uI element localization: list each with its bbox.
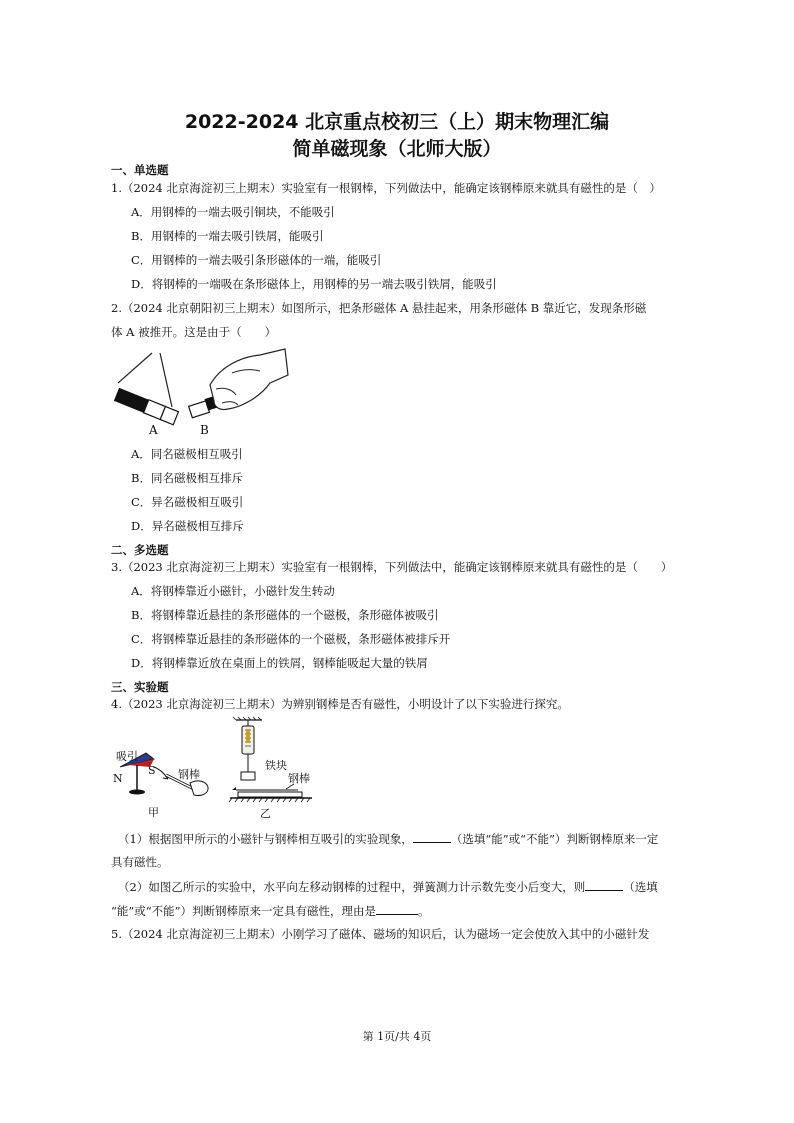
q4-stem: 4.（2023 北京海淀初三上期末）为辨别钢棒是否有磁性，小明设计了以下实验进行探究。: [111, 697, 569, 711]
section-experiment: 三、实验题: [111, 680, 169, 694]
q2-option-d: D．异名磁极相互排斥: [131, 519, 244, 533]
q3-stem: 3.（2023 北京海淀初三上期末）实验室有一根钢棒，下列做法中，能确定该钢棒原来就具有磁性的是（ ）: [111, 560, 673, 574]
q4-jia-n-label: N: [113, 772, 123, 785]
q3-option-c: C．将钢棒靠近悬挂的条形磁体的一个磁极，条形磁体被排斥开: [131, 632, 451, 646]
q4-sub1-line2: 具有磁性。: [111, 855, 169, 869]
q4-sub2-answer-blank-1[interactable]: [585, 878, 623, 891]
q1-option-c: C．用钢棒的一端去吸引条形磁体的一端，能吸引: [131, 253, 382, 267]
section-single-choice: 一、单选题: [111, 163, 169, 177]
q4-sub2-text-d: 。: [418, 904, 430, 918]
page-title-line1: 2022-2024 北京重点校初三（上）期末物理汇编: [184, 111, 610, 133]
q4-sub1-answer-blank[interactable]: [413, 830, 451, 843]
q2-fig-label-b: B: [200, 423, 209, 437]
section-multi-choice: 二、多选题: [111, 543, 169, 557]
q1-stem: 1.（2024 北京海淀初三上期末）实验室有一根钢棒，下列做法中，能确定该钢棒原来就具有磁性的是（ ）: [111, 181, 661, 195]
q2-option-b: B．同名磁极相互排斥: [131, 471, 243, 485]
q4-yi-iron-label: 铁块: [265, 759, 287, 772]
q2-fig-label-a: A: [149, 423, 158, 437]
q4-jia-s-label: S: [148, 764, 156, 777]
q2-stem-line1: 2.（2024 北京朝阳初三上期末）如图所示，把条形磁体 A 悬挂起来，用条形磁体 B 靠近它，发现条形磁: [111, 301, 647, 315]
q1-option-a: A．用钢棒的一端去吸引铜块，不能吸引: [131, 205, 335, 219]
q4-jia-attract-label: 吸引: [116, 750, 138, 763]
q4-sub2-text-a: （2）如图乙所示的实验中，水平向左移动钢棒的过程中，弹簧测力计示数先变小后变大，则: [118, 880, 586, 894]
q1-option-d: D．将钢棒的一端吸在条形磁体上，用钢棒的另一端去吸引铁屑，能吸引: [131, 277, 497, 291]
q4-sub2-line2: [111, 902, 430, 919]
q5-stem: 5.（2024 北京海淀初三上期末）小刚学习了磁体、磁场的知识后，认为磁场一定会使放入其中的小磁针发: [111, 927, 650, 941]
q4-yi-rod-label: 钢棒: [288, 772, 310, 785]
q4-jia-caption: 甲: [148, 806, 159, 819]
q4-sub1-text-a: （1）根据图甲所示的小磁针与钢棒相互吸引的实验现象，: [118, 832, 413, 846]
q4-sub2-text-b: （选填: [623, 880, 658, 894]
page-footer: 第 1页/共 4页: [362, 1030, 432, 1043]
q4-sub1-text-b: （选填“能”或“不能”）判断钢棒原来一定: [450, 832, 659, 846]
q2-stem-line2: 体 A 被推开。这是由于（ ）: [111, 325, 277, 339]
q1-option-b: B．用钢棒的一端去吸引铁屑，能吸引: [131, 229, 324, 243]
q3-option-d: D．将钢棒靠近放在桌面上的铁屑，钢棒能吸起大量的铁屑: [131, 656, 428, 670]
q3-option-a: A．将钢棒靠近小磁针，小磁针发生转动: [131, 584, 335, 598]
q4-yi-caption: 乙: [260, 807, 271, 820]
q2-option-a: A．同名磁极相互吸引: [131, 447, 243, 461]
q4-sub2-text-c: “能”或“不能”）判断钢棒原来一定具有磁性，理由是: [111, 904, 377, 918]
q4-sub2-line1: [118, 878, 658, 895]
q4-sub2-answer-blank-2[interactable]: [376, 902, 418, 915]
q4-jia-rod-label: 钢棒: [178, 768, 200, 781]
q4-sub1-line1: [118, 830, 658, 847]
page-title-line2: 简单磁现象（北师大版）: [292, 138, 502, 160]
q2-option-c: C．异名磁极相互吸引: [131, 495, 244, 509]
q3-option-b: B．将钢棒靠近悬挂的条形磁体的一个磁极，条形磁体被吸引: [131, 608, 439, 622]
